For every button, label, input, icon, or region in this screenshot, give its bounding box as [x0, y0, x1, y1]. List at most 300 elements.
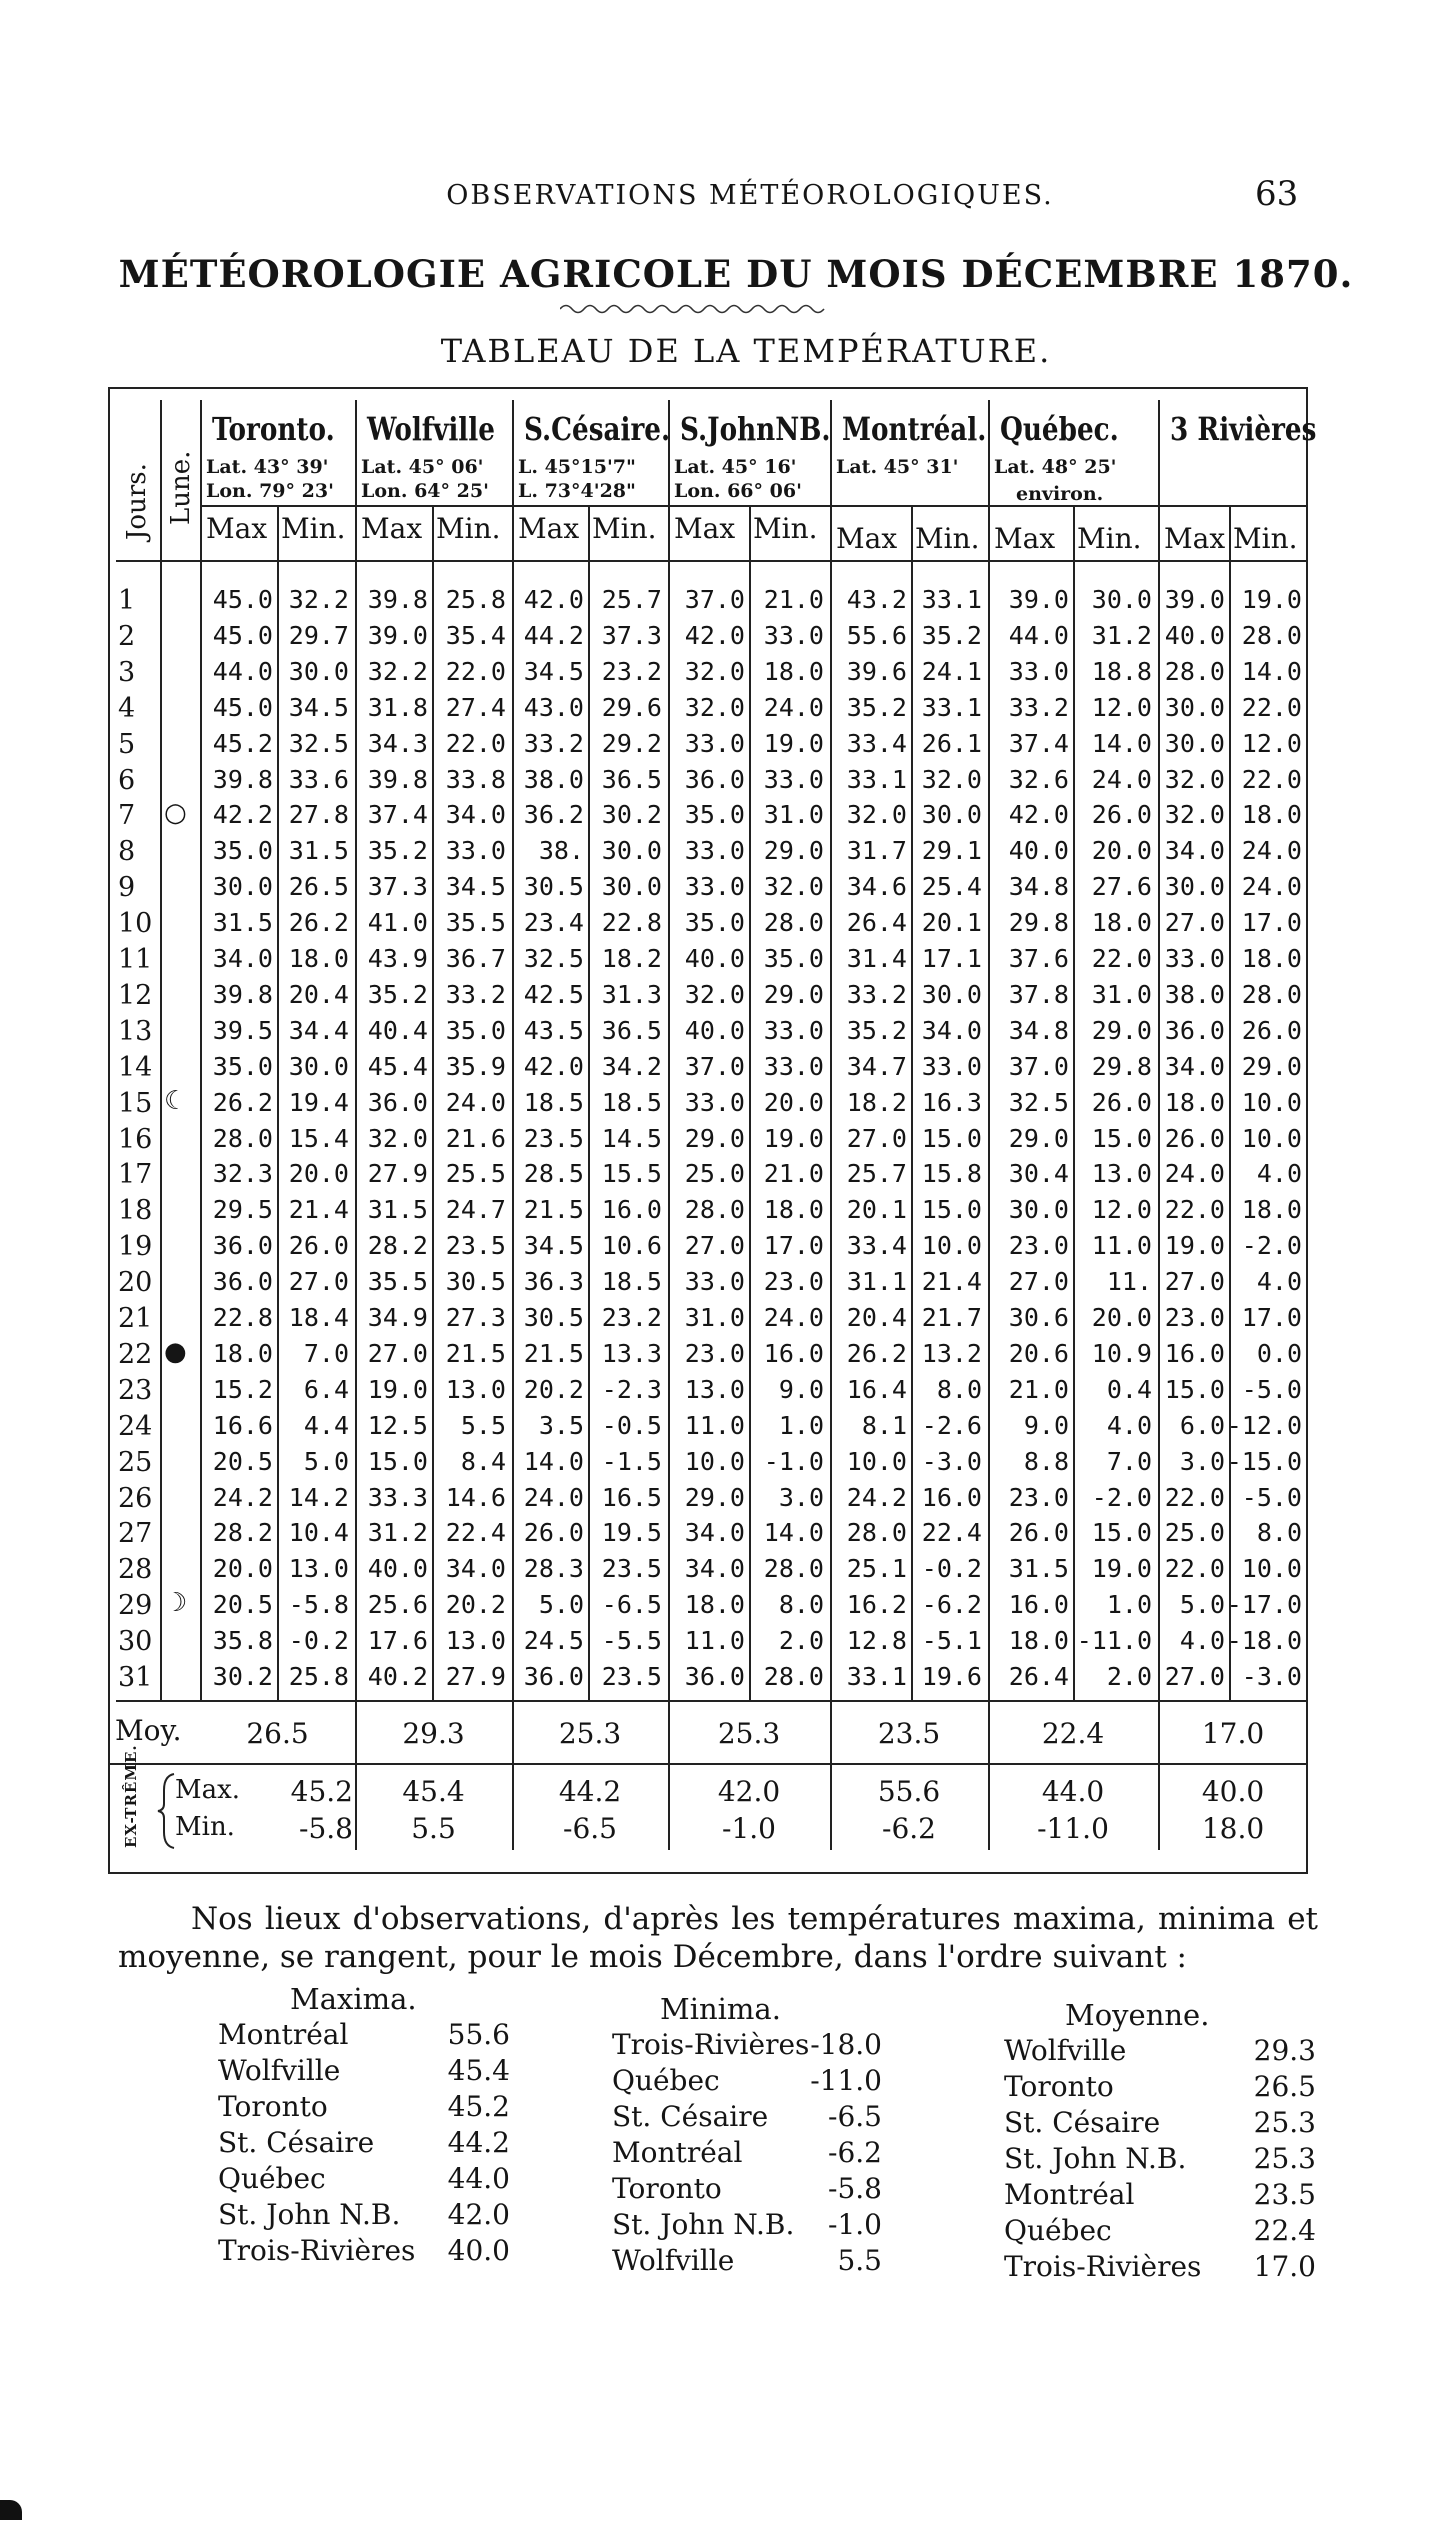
extreme-max-label: Max.: [175, 1775, 241, 1805]
max-value: 45.0: [212, 585, 273, 614]
max-value: 39.8: [212, 980, 273, 1009]
max-value: 36.0: [212, 1231, 273, 1260]
min-value: 8.0: [778, 1590, 824, 1619]
day-number: 5: [118, 729, 136, 760]
max-value: 42.5: [523, 980, 584, 1009]
day-number: 27: [118, 1518, 153, 1549]
day-number: 28: [118, 1554, 153, 1585]
min-value: -3.0: [1241, 1662, 1302, 1691]
min-value: 18.0: [288, 944, 349, 973]
max-value: 6.0: [1179, 1411, 1225, 1440]
max-header: Max: [994, 522, 1056, 555]
ranking-value: 40.0: [447, 2234, 510, 2267]
ranking-station: Montréal: [1004, 2178, 1135, 2211]
min-value: 23.5: [601, 1662, 662, 1691]
station-latitude: Lat. 45° 16': [674, 456, 797, 478]
max-value: 36.0: [1164, 1016, 1225, 1045]
max-value: 36.0: [684, 765, 745, 794]
station-name: Montréal.: [842, 410, 987, 448]
min-value: 23.5: [445, 1231, 506, 1260]
min-value: 23.0: [763, 1267, 824, 1296]
max-value: 3.0: [1179, 1447, 1225, 1476]
max-value: 43.9: [367, 944, 428, 973]
min-value: 31.0: [763, 800, 824, 829]
ranking-value: -11.0: [810, 2064, 882, 2097]
min-value: 27.8: [288, 800, 349, 829]
min-value: -5.0: [1241, 1483, 1302, 1512]
max-value: 18.2: [846, 1088, 907, 1117]
extreme-max-value: 42.0: [717, 1775, 781, 1808]
day-number: 19: [118, 1231, 153, 1262]
max-value: 40.2: [367, 1662, 428, 1691]
min-value: 13.0: [1091, 1159, 1152, 1188]
min-value: 13.2: [921, 1339, 982, 1368]
ranking-station: Toronto: [1004, 2070, 1114, 2103]
paragraph-line-2: moyenne, se rangent, pour le mois Décembre, dans l'ordre suivant :: [118, 1939, 1187, 1975]
ranking-value: 25.3: [1253, 2142, 1316, 2175]
max-value: 30.5: [523, 872, 584, 901]
extreme-max-value: 44.2: [558, 1775, 622, 1808]
ranking-value: -6.2: [828, 2136, 882, 2169]
max-value: 44.0: [1008, 621, 1069, 650]
min-value: 14.2: [288, 1483, 349, 1512]
max-value: 20.6: [1008, 1339, 1069, 1368]
min-value: -6.5: [601, 1590, 662, 1619]
min-value: 32.0: [763, 872, 824, 901]
min-value: 26.5: [288, 872, 349, 901]
moy-rule: [108, 1763, 1308, 1765]
max-value: 33.0: [1008, 657, 1069, 686]
ranking-heading: Moyenne.: [1065, 1998, 1210, 2032]
ranking-station: Toronto: [218, 2090, 328, 2123]
min-value: 15.4: [288, 1124, 349, 1153]
day-number: 4: [118, 693, 136, 724]
moon-phase-icon: ○: [164, 798, 187, 828]
min-value: 36.5: [601, 765, 662, 794]
extreme-max-value: 45.2: [290, 1775, 353, 1808]
min-value: 35.2: [921, 621, 982, 650]
max-value: 22.0: [1164, 1554, 1225, 1583]
min-value: 24.0: [763, 1303, 824, 1332]
max-value: 20.0: [212, 1554, 273, 1583]
min-value: -3.0: [921, 1447, 982, 1476]
max-value: 34.6: [846, 872, 907, 901]
max-value: 39.8: [367, 585, 428, 614]
max-value: 30.0: [1164, 729, 1225, 758]
ranking-value: 17.0: [1253, 2250, 1316, 2283]
min-value: 26.0: [288, 1231, 349, 1260]
min-value: 33.0: [763, 621, 824, 650]
min-value: 27.6: [1091, 872, 1152, 901]
max-value: 30.5: [523, 1303, 584, 1332]
extreme-min-value: -5.8: [299, 1812, 353, 1845]
max-value: 30.0: [212, 872, 273, 901]
min-value: 20.0: [763, 1088, 824, 1117]
min-value: 16.3: [921, 1088, 982, 1117]
max-value: 35.0: [212, 836, 273, 865]
min-value: 20.0: [288, 1159, 349, 1188]
min-value: 22.0: [1091, 944, 1152, 973]
min-value: 24.0: [1241, 836, 1302, 865]
station-latitude: Lat. 48° 25': [994, 456, 1117, 478]
min-value: 34.2: [601, 1052, 662, 1081]
ranking-value: 55.6: [447, 2018, 510, 2051]
max-value: 23.0: [1008, 1483, 1069, 1512]
max-value: 35.2: [846, 693, 907, 722]
max-value: 36.3: [523, 1267, 584, 1296]
max-value: 32.2: [367, 657, 428, 686]
station-latitude: L. 45°15'7": [518, 456, 636, 478]
max-value: 15.0: [367, 1447, 428, 1476]
summary-paragraph: [118, 1900, 1318, 1976]
min-value: -0.2: [921, 1554, 982, 1583]
day-number: 25: [118, 1447, 153, 1478]
max-value: 36.0: [212, 1267, 273, 1296]
min-value: 12.0: [1091, 693, 1152, 722]
day-number: 17: [118, 1159, 153, 1190]
max-value: 24.0: [1164, 1159, 1225, 1188]
max-value: 20.5: [212, 1447, 273, 1476]
day-number: 16: [118, 1124, 153, 1155]
max-value: 28.3: [523, 1554, 584, 1583]
max-value: 36.0: [367, 1088, 428, 1117]
max-value: 25.1: [846, 1554, 907, 1583]
min-value: 8.0: [936, 1375, 982, 1404]
min-value: 27.4: [445, 693, 506, 722]
max-value: 27.0: [846, 1124, 907, 1153]
max-value: 33.1: [846, 1662, 907, 1691]
day-number: 23: [118, 1375, 153, 1406]
day-number: 10: [118, 908, 153, 939]
min-value: -2.0: [1091, 1483, 1152, 1512]
max-value: 26.0: [1008, 1518, 1069, 1547]
min-value: 15.0: [1091, 1518, 1152, 1547]
min-value: 19.0: [1241, 585, 1302, 614]
ranking-value: -6.5: [828, 2100, 882, 2133]
day-number: 12: [118, 980, 153, 1011]
min-value: 10.0: [1241, 1124, 1302, 1153]
day-number: 20: [118, 1267, 153, 1298]
station-name: Toronto.: [212, 410, 335, 448]
ranking-value: 42.0: [447, 2198, 510, 2231]
min-value: 33.0: [445, 836, 506, 865]
min-value: 22.8: [601, 908, 662, 937]
page-number: 63: [1255, 174, 1299, 214]
ranking-station: St. John N.B.: [612, 2208, 795, 2241]
min-header: Min.: [592, 512, 657, 545]
min-value: 16.0: [601, 1195, 662, 1224]
max-value: 38.: [538, 836, 584, 865]
min-value: 17.1: [921, 944, 982, 973]
day-number: 13: [118, 1016, 153, 1047]
min-value: 34.0: [445, 1554, 506, 1583]
day-number: 15: [118, 1088, 153, 1119]
min-value: -1.5: [601, 1447, 662, 1476]
min-value: 34.5: [445, 872, 506, 901]
ranking-station: St. John N.B.: [1004, 2142, 1187, 2175]
ranking-station: Wolfville: [612, 2244, 735, 2277]
max-value: 45.0: [212, 621, 273, 650]
extreme-max-value: 44.0: [1041, 1775, 1105, 1808]
max-value: 21.5: [523, 1195, 584, 1224]
min-value: 15.0: [1091, 1124, 1152, 1153]
day-number: 29: [118, 1590, 153, 1621]
station-name: Québec.: [1000, 410, 1119, 448]
max-value: 8.1: [861, 1411, 907, 1440]
day-number: 7: [118, 800, 136, 831]
max-value: 40.0: [367, 1554, 428, 1583]
max-value: 34.0: [212, 944, 273, 973]
day-number: 6: [118, 765, 136, 796]
max-value: 33.0: [684, 729, 745, 758]
min-value: 5.5: [460, 1411, 506, 1440]
ranking-value: 29.3: [1253, 2034, 1316, 2067]
extremes-brace: [156, 1772, 178, 1850]
min-value: 11.0: [1091, 1231, 1152, 1260]
min-value: 25.8: [288, 1662, 349, 1691]
min-value: 4.0: [1256, 1267, 1302, 1296]
min-value: 30.0: [921, 800, 982, 829]
max-value: 31.8: [367, 693, 428, 722]
min-value: 21.4: [921, 1267, 982, 1296]
max-value: 39.8: [212, 765, 273, 794]
max-value: 26.2: [846, 1339, 907, 1368]
min-value: 30.0: [288, 1052, 349, 1081]
max-value: 37.0: [1008, 1052, 1069, 1081]
max-value: 34.5: [523, 1231, 584, 1260]
min-value: 27.3: [445, 1303, 506, 1332]
station-latitude: Lat. 45° 06': [361, 456, 484, 478]
min-header: Min.: [281, 512, 346, 545]
min-value: 19.5: [601, 1518, 662, 1547]
wavy-ornament: [560, 300, 830, 318]
min-value: 21.7: [921, 1303, 982, 1332]
data-bottom-rule: [116, 1700, 1308, 1702]
min-value: -17.0: [1226, 1590, 1302, 1619]
max-value: 22.8: [212, 1303, 273, 1332]
max-value: 34.7: [846, 1052, 907, 1081]
min-value: -5.8: [288, 1590, 349, 1619]
min-value: -2.6: [921, 1411, 982, 1440]
lune-header: Lune.: [166, 450, 196, 525]
max-value: 12.5: [367, 1411, 428, 1440]
max-value: 4.0: [1179, 1626, 1225, 1655]
max-value: 37.4: [1008, 729, 1069, 758]
min-value: 13.3: [601, 1339, 662, 1368]
max-value: 34.8: [1008, 872, 1069, 901]
max-value: 9.0: [1023, 1411, 1069, 1440]
max-value: 33.1: [846, 765, 907, 794]
max-value: 34.9: [367, 1303, 428, 1332]
max-value: 32.0: [1164, 800, 1225, 829]
min-value: 27.9: [445, 1662, 506, 1691]
moy-value: 23.5: [877, 1717, 941, 1750]
max-value: 25.6: [367, 1590, 428, 1619]
min-value: 19.0: [763, 1124, 824, 1153]
day-number: 21: [118, 1303, 153, 1334]
min-value: 25.8: [445, 585, 506, 614]
max-value: 16.6: [212, 1411, 273, 1440]
station-longitude: environ.: [1016, 483, 1104, 505]
min-value: 22.0: [1241, 765, 1302, 794]
max-value: 18.0: [212, 1339, 273, 1368]
min-value: 4.4: [303, 1411, 349, 1440]
max-value: 32.3: [212, 1159, 273, 1188]
min-value: -5.1: [921, 1626, 982, 1655]
station-name: S.JohnNB.: [680, 410, 831, 448]
max-value: 18.0: [1164, 1088, 1225, 1117]
max-value: 23.5: [523, 1124, 584, 1153]
min-value: -0.5: [601, 1411, 662, 1440]
max-value: 44.2: [523, 621, 584, 650]
max-value: 38.0: [523, 765, 584, 794]
ranking-station: St. John N.B.: [218, 2198, 401, 2231]
max-value: 37.0: [684, 1052, 745, 1081]
ranking-value: 25.3: [1253, 2106, 1316, 2139]
min-value: 14.0: [1241, 657, 1302, 686]
extreme-min-value: -6.5: [563, 1812, 617, 1845]
day-number: 11: [118, 944, 153, 975]
extreme-max-value: 40.0: [1201, 1775, 1265, 1808]
min-value: 35.4: [445, 621, 506, 650]
max-value: 32.0: [1164, 765, 1225, 794]
day-number: 26: [118, 1483, 153, 1514]
max-value: 33.2: [846, 980, 907, 1009]
max-value: 37.3: [367, 872, 428, 901]
max-value: 11.0: [684, 1411, 745, 1440]
max-value: 27.0: [1164, 908, 1225, 937]
min-value: 31.2: [1091, 621, 1152, 650]
min-value: 21.6: [445, 1124, 506, 1153]
min-value: 24.0: [445, 1088, 506, 1117]
min-value: 29.0: [1091, 1016, 1152, 1045]
max-value: 30.0: [1164, 693, 1225, 722]
extreme-min-value: -11.0: [1037, 1812, 1109, 1845]
min-value: 32.5: [288, 729, 349, 758]
day-number: 22: [118, 1339, 153, 1370]
min-value: -1.0: [763, 1447, 824, 1476]
max-value: 35.2: [367, 836, 428, 865]
min-value: 24.0: [1091, 765, 1152, 794]
ranking-value: 22.4: [1253, 2214, 1316, 2247]
min-value: 1.0: [778, 1411, 824, 1440]
min-value: 16.0: [921, 1483, 982, 1512]
max-value: 36.0: [523, 1662, 584, 1691]
extreme-max-value: 45.4: [402, 1775, 465, 1808]
min-value: 18.5: [601, 1267, 662, 1296]
max-value: 16.4: [846, 1375, 907, 1404]
min-value: 18.0: [1091, 908, 1152, 937]
min-value: 33.0: [921, 1052, 982, 1081]
max-value: 31.5: [367, 1195, 428, 1224]
max-value: 29.0: [684, 1124, 745, 1153]
ranking-value: 26.5: [1253, 2070, 1316, 2103]
max-value: 44.0: [212, 657, 273, 686]
max-value: 30.0: [1008, 1195, 1069, 1224]
min-value: 10.0: [1241, 1088, 1302, 1117]
min-value: 14.0: [763, 1518, 824, 1547]
max-value: 23.0: [1008, 1231, 1069, 1260]
min-value: 34.4: [288, 1016, 349, 1045]
max-value: 20.2: [523, 1375, 584, 1404]
moy-value: 17.0: [1201, 1717, 1265, 1750]
min-value: 29.0: [763, 980, 824, 1009]
day-number: 9: [118, 872, 136, 903]
extreme-max-value: 55.6: [877, 1775, 941, 1808]
max-value: 23.0: [684, 1339, 745, 1368]
min-value: 30.0: [601, 836, 662, 865]
max-value: 8.8: [1023, 1447, 1069, 1476]
min-value: 18.5: [601, 1088, 662, 1117]
min-value: 0.0: [1256, 1339, 1302, 1368]
min-value: 10.4: [288, 1518, 349, 1547]
min-value: 18.2: [601, 944, 662, 973]
max-value: 30.2: [212, 1662, 273, 1691]
max-value: 40.0: [1008, 836, 1069, 865]
min-value: 15.5: [601, 1159, 662, 1188]
min-value: 0.4: [1106, 1375, 1152, 1404]
max-value: 26.4: [1008, 1662, 1069, 1691]
min-value: 7.0: [303, 1339, 349, 1368]
min-value: 25.7: [601, 585, 662, 614]
ranking-station: Wolfville: [218, 2054, 341, 2087]
min-value: 28.0: [763, 908, 824, 937]
max-value: 26.2: [212, 1088, 273, 1117]
min-value: -5.5: [601, 1626, 662, 1655]
max-value: 28.0: [846, 1518, 907, 1547]
max-value: 37.4: [367, 800, 428, 829]
min-value: 22.0: [445, 657, 506, 686]
min-value: 3.0: [778, 1483, 824, 1512]
max-value: 24.2: [212, 1483, 273, 1512]
max-value: 25.7: [846, 1159, 907, 1188]
max-value: 24.0: [523, 1483, 584, 1512]
moy-value: 29.3: [402, 1717, 465, 1750]
max-value: 21.5: [523, 1339, 584, 1368]
max-value: 39.5: [212, 1016, 273, 1045]
ranking-station: Trois-Rivières: [1004, 2250, 1202, 2283]
max-value: 32.6: [1008, 765, 1069, 794]
max-value: 43.0: [523, 693, 584, 722]
min-value: 30.2: [601, 800, 662, 829]
header-rule: [200, 505, 1308, 507]
max-value: 35.8: [212, 1626, 273, 1655]
max-value: 33.3: [367, 1483, 428, 1512]
min-value: -0.2: [288, 1626, 349, 1655]
day-number: 14: [118, 1052, 153, 1083]
ranking-value: 23.5: [1253, 2178, 1316, 2211]
max-value: 42.2: [212, 800, 273, 829]
max-value: 42.0: [523, 1052, 584, 1081]
max-value: 42.0: [684, 621, 745, 650]
min-value: 25.4: [921, 872, 982, 901]
station-name: Wolfville: [367, 410, 495, 448]
station-latitude: Lat. 45° 31': [836, 456, 959, 478]
ranking-station: Trois-Rivières: [612, 2028, 810, 2061]
extreme-min-value: -1.0: [722, 1812, 776, 1845]
min-value: 18.0: [1241, 800, 1302, 829]
max-value: 39.6: [846, 657, 907, 686]
scan-mark: [0, 2500, 22, 2520]
max-value: 28.2: [367, 1231, 428, 1260]
table-subtitle: TABLEAU DE LA TEMPÉRATURE.: [440, 332, 1052, 370]
min-value: 26.1: [921, 729, 982, 758]
max-value: 19.0: [1164, 1231, 1225, 1260]
paragraph-line-1: Nos lieux d'observations, d'après les températures maxima, minima et: [191, 1901, 1318, 1937]
min-value: 13.0: [288, 1554, 349, 1583]
max-value: 20.1: [846, 1195, 907, 1224]
max-value: 29.5: [212, 1195, 273, 1224]
